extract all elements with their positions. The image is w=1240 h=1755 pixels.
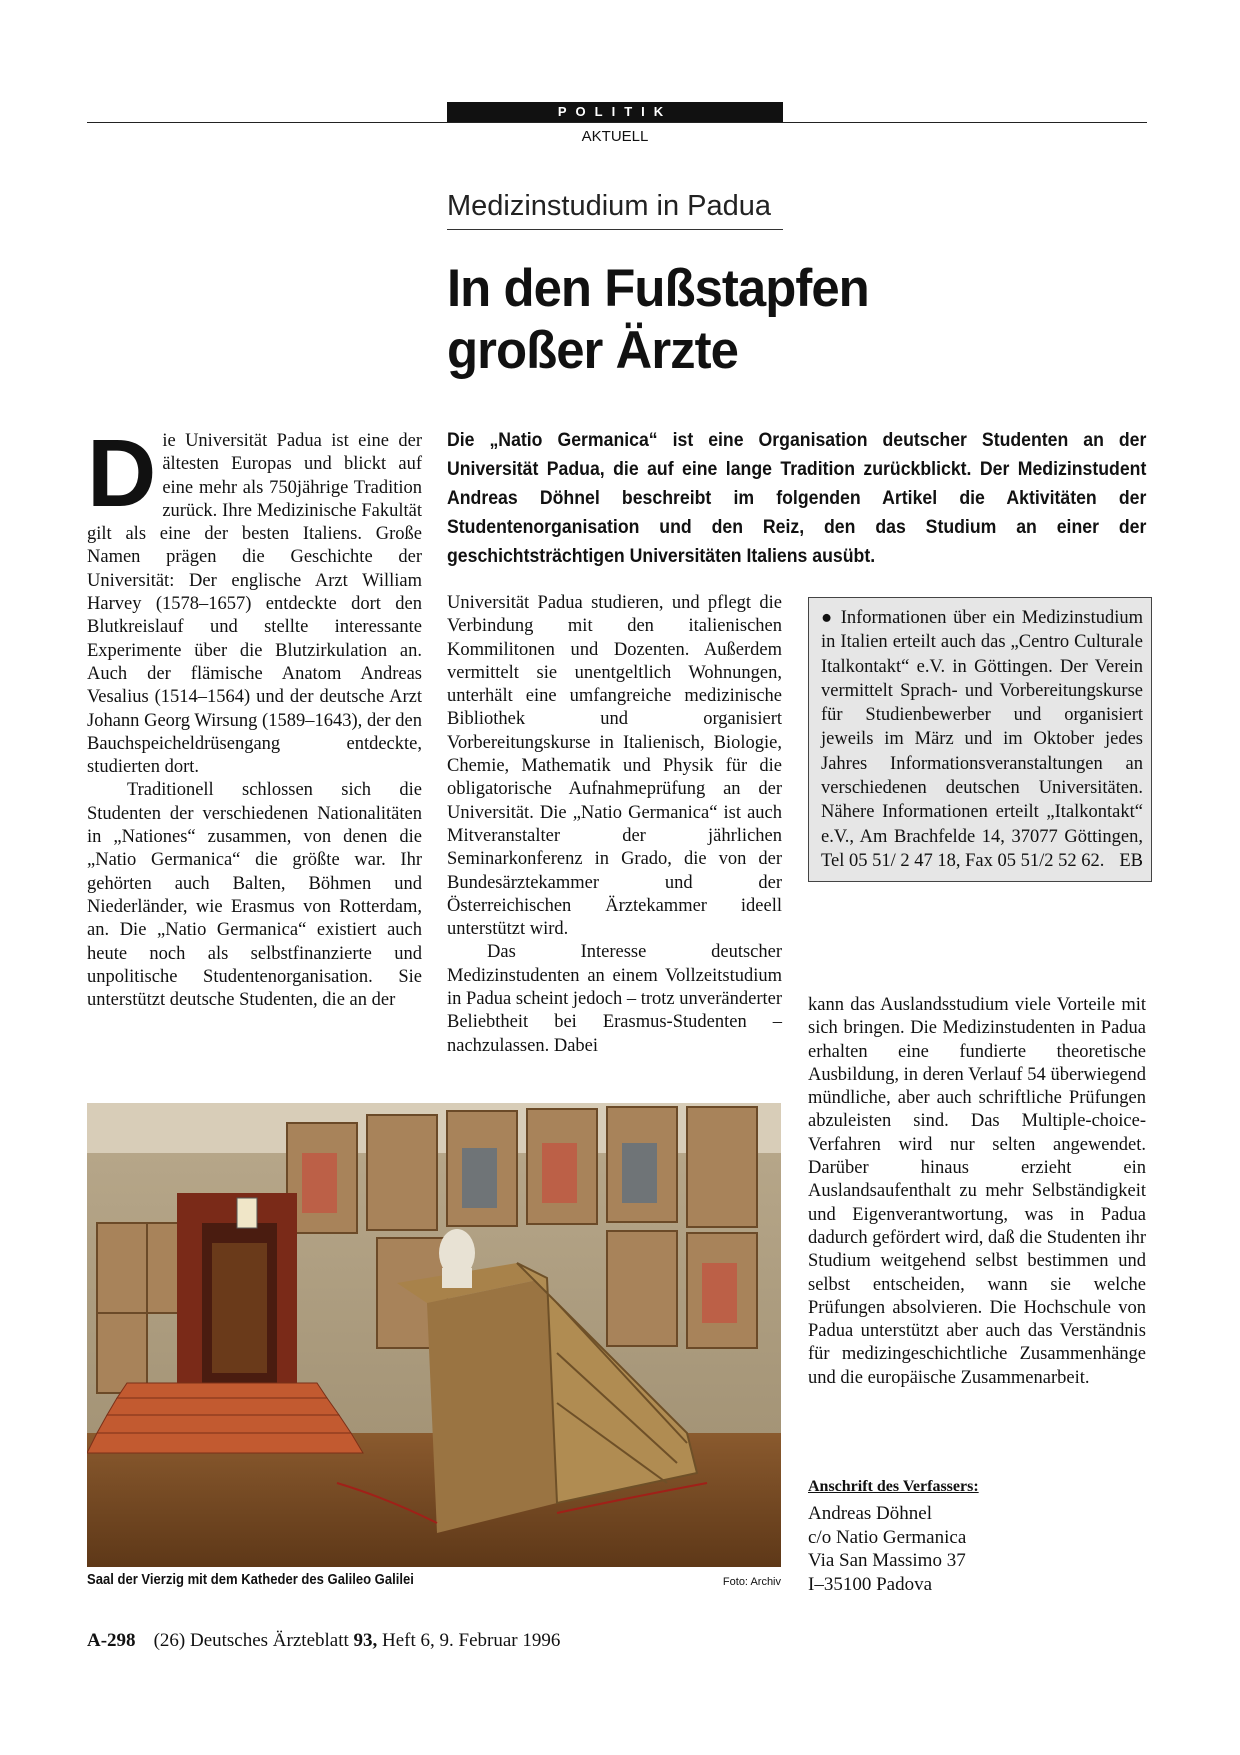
column-1	[87, 420, 422, 1012]
hall-photo	[87, 1103, 781, 1567]
footer-volume: 93,	[353, 1630, 378, 1651]
column-3	[808, 994, 1146, 1390]
col3-paragraph-1: kann das Auslandsstudium viele Vorteile mit sich bringen. Die Medizinstudenten in Padua erhalten eine fundierte theoretische Ausbildung, in deren Verlauf 54 überwiegend mündliche, aber auch schriftliche Prüfungen abzuleisten sind. Das Multiple-choice-Verfahren wird nur selten angewendet. Darüber hinaus erzieht ein Auslandsaufenthalt zu mehr Selbständigkeit und Eigenverantwortung, was in Padua dadurch gefördert wird, daß die Studenten ihr Studium weitgehend selbst bestimmen und selbst entscheiden, wann sie welche Prüfungen absolvieren. Die Hochschule von Padua unterstützt aber auch das Verständnis für medizingeschichtliche Zusammenhänge und die europäische Zusammenarbeit.	[808, 995, 1146, 1388]
address-line: c/o Natio Germanica	[808, 1526, 967, 1548]
address-line: Via San Massimo 37	[808, 1550, 966, 1571]
footer-issue: Heft 6, 9. Februar 1996	[377, 1630, 561, 1651]
address-line: I–35100 Padova	[808, 1573, 933, 1595]
info-box-signature: EB	[1119, 850, 1143, 871]
section-label: POLITIK	[447, 102, 783, 122]
headline-line-2: großer Ärzte	[447, 321, 738, 380]
address-line: Andreas Döhnel	[808, 1503, 932, 1524]
col2-paragraph-1: Universität Padua studieren, und pflegt die Verbindung mit den italienischen Kommilitonen und Dozenten. Außerdem vermittelt sie unentgeltlich Wohnungen, unterhält eine umfangreiche medizinische Bibliothek und organisiert Vorbereitungskurse in Italienisch, Biologie, Chemie, Mathematik und Physik für die obligatorische Aufnahmeprüfung an der Universität. Die „Natio Germanica“ ist auch Mitveranstalter der jährlichen Seminarkonferenz in Grado, die von der Bundesärztekammer und der Österreichischen Ärztekammer ideell unterstützt wird.	[447, 593, 782, 940]
info-box-text: ● Informationen über ein Medizinstudium in Italien erteilt auch das „Centro Culturale Italkontakt“ e.V. in Göttingen. Der Verein vermittelt Sprach- und Vorbereitungskurse für Studienbewerber und organisiert jeweils im März und im Oktober jedes Jahres Informationsveranstaltungen an verschiedenen deutschen Universitäten. Nähere Informationen erteilt „Italkontakt“ e.V., Am Brachfelde 14, 37077 Göttingen, Tel 05 51/ 2 47 18, Fax 05 51/2 52 62.	[821, 608, 1143, 871]
column-2	[447, 592, 782, 1058]
header-rule	[87, 122, 1147, 123]
col1-paragraph-1: ie Universität Padua ist eine der ältesten Europas und blickt auf eine mehr als 750jährige Tradition zurück. Ihre Medizinische Fakultät gilt als eine der besten Italiens. Große Namen prägen die Geschichte der Universität: Der englische Arzt William Harvey (1578–1657) entdeckte dort den Blutkreislauf und stellte interessante Experimente über die Blutzirkulation an. Auch der flämische Anatom Andreas Vesalius (1514–1564) und der deutsche Arzt Johann Georg Wirsung (1589–1643), der den Bauchspeicheldrüsengang entdeckte, studierten dort.	[87, 431, 422, 778]
headline-line-1: In den Fußstapfen	[447, 259, 869, 318]
drop-cap: D	[87, 420, 157, 527]
hall-photo-illustration	[87, 1103, 781, 1567]
author-address	[808, 1502, 966, 1596]
page-footer	[87, 1630, 560, 1652]
col1-paragraph-2: Traditionell schlossen sich die Studenten der verschiedenen Nationalitäten in „Nationes“ zusammen, von denen die „Natio Germanica“ die größte war. Ihr gehörten auch Balten, Böhmen und Niederländer, wie Erasmus von Rotterdam, an. Die „Natio Germanica“ existiert auch heute noch als selbstfinanzierte und unpolitische Studentenorganisation. Sie unterstützt deutsche Studenten, die an der	[87, 780, 422, 1011]
address-heading: Anschrift des Verfassers:	[808, 1478, 979, 1495]
photo-caption: Saal der Vierzig mit dem Katheder des Galileo Galilei	[87, 1572, 414, 1588]
article-lead: Die „Natio Germanica“ ist eine Organisation deutscher Studenten an der Universität Padua, die auf eine lange Tradition zurückblickt. Der Medizinstudent Andreas Döhnel beschreibt im folgenden Artikel die Aktivitäten der Studentenorganisation und den Reiz, den das Studium an einer der geschichtsträchtigen Universitäten Italiens ausübt.	[447, 430, 1147, 567]
article-headline	[447, 258, 1042, 382]
col2-paragraph-2: Das Interesse deutscher Medizinstudenten an einem Vollzeitstudium in Padua scheint jedoch – trotz unveränderter Beliebtheit bei Erasmus-Studenten – nachzulassen. Dabei	[447, 942, 782, 1056]
page-number: A-298	[87, 1630, 136, 1651]
footer-journal: (26) Deutsches Ärzteblatt	[153, 1630, 354, 1651]
article-kicker: Medizinstudium in Padua	[447, 190, 783, 230]
info-box	[808, 597, 1152, 882]
photo-credit: Foto: Archiv	[722, 1576, 781, 1588]
subsection-label: AKTUELL	[581, 128, 649, 145]
